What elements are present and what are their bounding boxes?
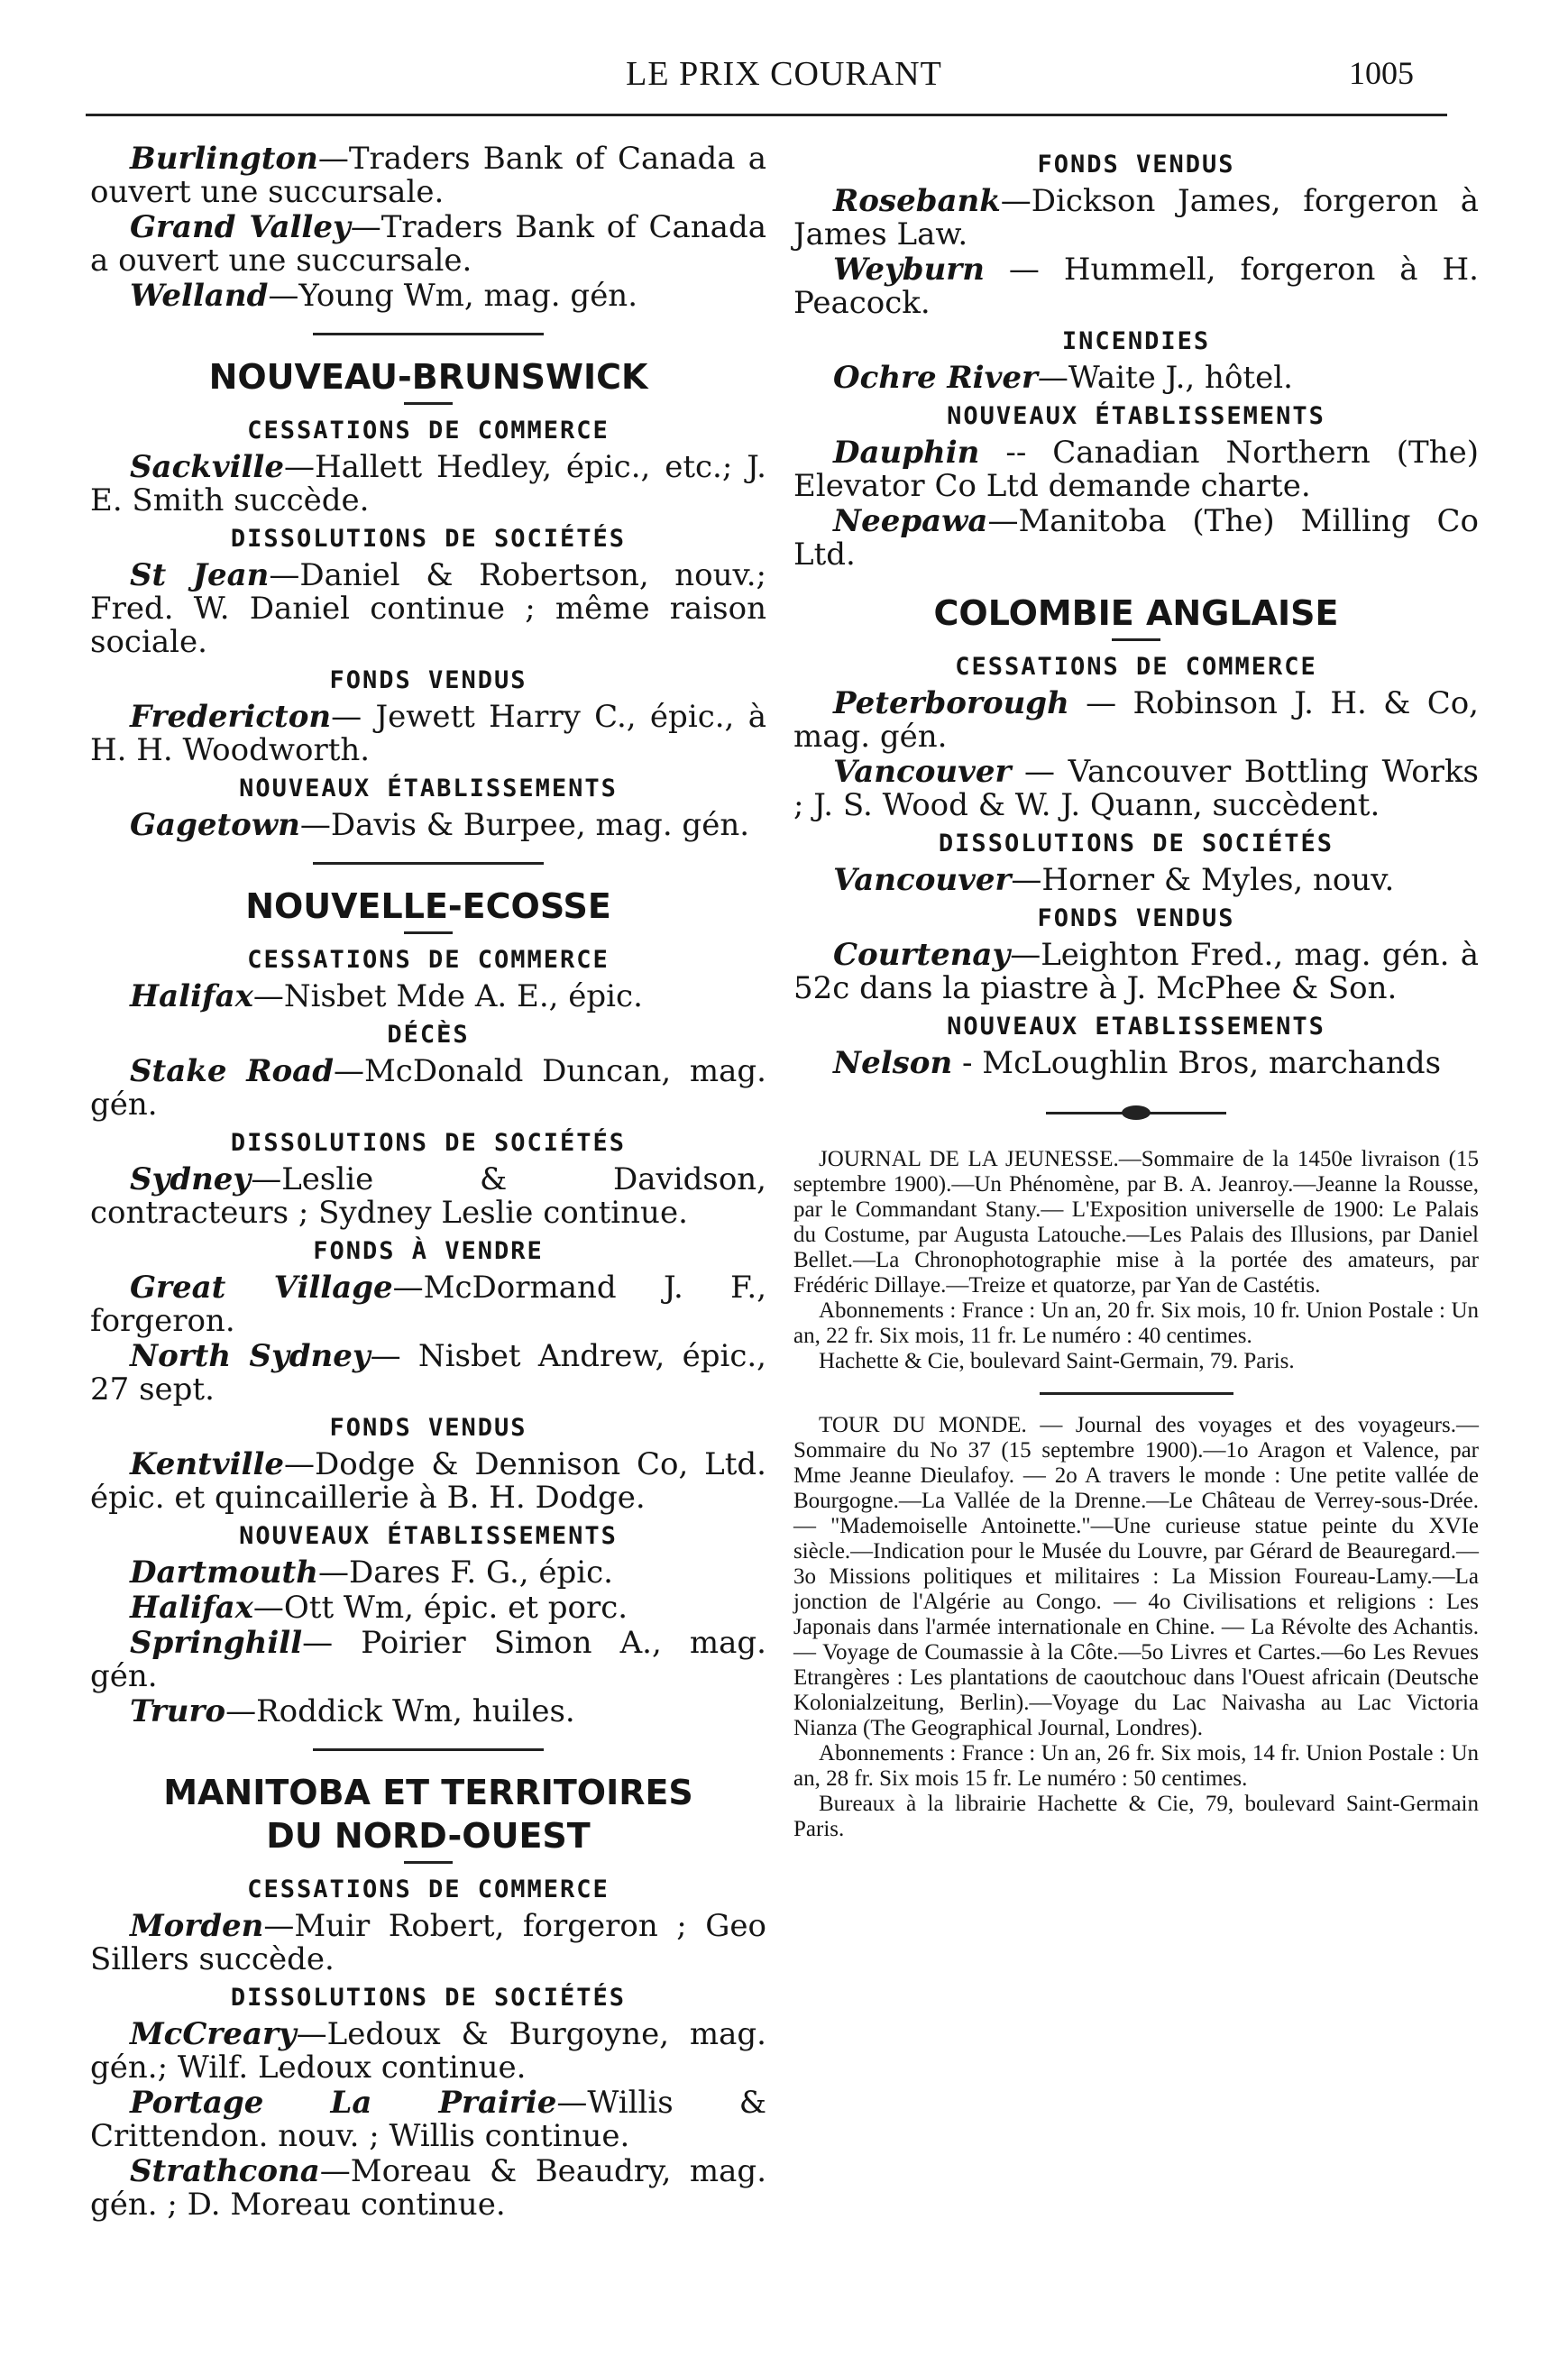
list-item: Springhill— Poirier Simon A., mag. gén. xyxy=(90,1625,766,1694)
section-divider xyxy=(1040,1392,1233,1395)
list-item: Weyburn — Hummell, forgeron à H. Peacock. xyxy=(793,252,1479,321)
notice-paragraph: Bureaux à la librairie Hachette & Cie, 79, boulevard Saint-Germain Paris. xyxy=(793,1792,1479,1841)
notice-paragraph: JOURNAL DE LA JEUNESSE.—Sommaire de la 1450e livraison (15 septembre 1900).—Un Phénomène, par B. A. Jeanroy.—Jeanne la Rousse, par le Commandant Stany.— L'Exposition universelle de 1900: Le Palais du Costume, par Augusta Latouche.—Les Palais des Illusions, par Daniel Bellet.—La Chronophotographie mise à la portée des amateurs, par Frédéric Dillaye.—Treize et quatorze, par Yan de Castétis. xyxy=(793,1147,1479,1298)
list-item: Neepawa—Manitoba (The) Milling Co Ltd. xyxy=(793,503,1479,573)
list-item: Sackville—Hallett Hedley, épic., etc.; J. E. Smith succède. xyxy=(90,449,766,518)
category-heading: CESSATIONS DE COMMERCE xyxy=(247,417,610,445)
category-heading: NOUVEAUX ETABLISSEMENTS xyxy=(947,1013,1325,1041)
list-item: Truro—Roddick Wm, huiles. xyxy=(130,1693,575,1729)
category-heading: DISSOLUTIONS DE SOCIÉTÉS xyxy=(938,830,1334,858)
list-item: North Sydney— Nisbet Andrew, épic., 27 sept. xyxy=(90,1338,766,1408)
list-item: Ochre River—Waite J., hôtel. xyxy=(833,360,1293,396)
category-heading: DISSOLUTIONS DE SOCIÉTÉS xyxy=(230,1129,627,1157)
section-divider xyxy=(313,333,544,335)
list-item: Dauphin -- Canadian Northern (The) Elevator Co Ltd demande charte. xyxy=(793,435,1479,504)
category-heading: FONDS VENDUS xyxy=(329,1414,527,1442)
section-colombie-anglaise xyxy=(793,592,1479,1080)
journal-title: LE PRIX COURANT xyxy=(626,55,942,93)
heading-rule xyxy=(1112,638,1160,641)
section-heading: MANITOBA ET TERRITOIRES DU NORD-OUEST xyxy=(163,1773,693,1856)
list-item: Vancouver — Vancouver Bottling Works ; J. S. Wood & W. J. Quann, succèdent. xyxy=(793,754,1479,823)
section-nouvelle-ecosse xyxy=(90,885,766,1729)
notice-paragraph: Abonnements : France : Un an, 26 fr. Six mois, 14 fr. Union Postale : Un an, 28 fr. Six mois 15 fr. Le numéro : 50 centimes. xyxy=(793,1741,1479,1791)
category-heading: DISSOLUTIONS DE SOCIÉTÉS xyxy=(230,525,627,553)
heading-rule xyxy=(404,931,453,934)
list-item: Halifax—Nisbet Mde A. E., épic. xyxy=(130,978,643,1014)
list-item: Welland—Young Wm, mag. gén. xyxy=(130,278,638,314)
list-item: Portage La Prairie—Willis & Crittendon. nouv. ; Willis continue. xyxy=(90,2085,766,2154)
category-heading: NOUVEAUX ÉTABLISSEMENTS xyxy=(239,1522,618,1550)
category-heading: CESSATIONS DE COMMERCE xyxy=(247,1876,610,1903)
section-divider xyxy=(313,1748,544,1751)
intro-list xyxy=(90,142,766,313)
list-item: Dartmouth—Dares F. G., épic. xyxy=(130,1555,613,1591)
category-heading: FONDS VENDUS xyxy=(1037,904,1235,932)
list-item: Courtenay—Leighton Fred., mag. gén. à 52c dans la piastre à J. McPhee & Son. xyxy=(793,937,1479,1006)
category-heading: CESSATIONS DE COMMERCE xyxy=(247,946,610,974)
list-item: Halifax—Ott Wm, épic. et porc. xyxy=(130,1590,628,1626)
list-item: Stake Road—McDonald Duncan, mag. gén. xyxy=(90,1053,766,1123)
list-item: Great Village—McDormand J. F., forgeron. xyxy=(90,1270,766,1339)
list-item: Gagetown—Davis & Burpee, mag. gén. xyxy=(130,807,750,843)
category-heading: NOUVEAUX ÉTABLISSEMENTS xyxy=(239,775,618,802)
list-item: Strathcona—Moreau & Beaudry, mag. gén. ; D. Moreau continue. xyxy=(90,2153,766,2223)
category-heading: DÉCÈS xyxy=(387,1021,470,1049)
section-heading: NOUVELLE-ECOSSE xyxy=(245,886,611,926)
list-item: Nelson - McLoughlin Bros, marchands xyxy=(833,1045,1442,1081)
header-rule xyxy=(86,114,1447,116)
list-item: Rosebank—Dickson James, forgeron à James Law. xyxy=(793,183,1479,252)
category-heading: DISSOLUTIONS DE SOCIÉTÉS xyxy=(230,1984,627,2012)
section-heading: COLOMBIE ANGLAISE xyxy=(933,593,1339,633)
notice-journal-jeunesse xyxy=(793,1147,1479,1374)
section-manitoba-continued xyxy=(793,150,1479,572)
list-item: Vancouver—Horner & Myles, nouv. xyxy=(833,862,1395,898)
heading-rule xyxy=(404,402,453,405)
notice-paragraph: TOUR DU MONDE. — Journal des voyages et des voyageurs.—Sommaire du No 37 (15 septembre 1900).—1o Aragon et Valence, par Mme Jeanne Dieulafoy. — 2o A travers le monde : Une petite vallée de Bourgogne.—La Vallée de la Drenne.—Le Château de Verrey-sous-Drée. — "Mademoiselle Antoinette."—Une curieuse statue peinte du XVIe siècle.—Indication pour le Musée du Louvre, par Gérard de Beauregard.—3o Missions politiques et militaires : La Mission Foureau-Lamy.—La jonction de l'Algérie au Congo. — 4o Civilisations et religions : Les Japonais dans l'armée internationale en Chine. — La Révolte des Achantis. — Voyage de Coumassie à la Côte.—5o Livres et Cartes.—6o Les Revues Etrangères : Les plantations de caoutchouc dans l'Ouest africain (Deutsche Kolonialzeitung, Berlin).—Voyage du Lac Naivasha au Lac Victoria Nianza (The Geographical Journal, Londres). xyxy=(793,1413,1479,1740)
section-divider xyxy=(313,862,544,865)
category-heading: NOUVEAUX ÉTABLISSEMENTS xyxy=(947,402,1325,430)
page-number: 1005 xyxy=(1349,55,1414,91)
notice-paragraph: Abonnements : France : Un an, 20 fr. Six mois, 10 fr. Union Postale : Un an, 22 fr. Six mois, 11 fr. Le numéro : 40 centimes. xyxy=(793,1298,1479,1348)
list-item: St Jean—Daniel & Robertson, nouv.; Fred. W. Daniel continue ; même raison sociale. xyxy=(90,557,766,660)
category-heading: INCENDIES xyxy=(1061,327,1211,355)
section-heading: NOUVEAU-BRUNSWICK xyxy=(208,357,648,397)
list-item: Sydney—Leslie & Davidson, contracteurs ; Sydney Leslie continue. xyxy=(90,1161,766,1231)
list-item: Grand Valley—Traders Bank of Canada a ouvert une succursale. xyxy=(90,209,766,279)
list-item: Peterborough — Robinson J. H. & Co, mag. gén. xyxy=(793,685,1479,755)
category-heading: CESSATIONS DE COMMERCE xyxy=(955,653,1317,681)
notice-tour-du-monde xyxy=(793,1413,1479,1842)
category-heading: FONDS VENDUS xyxy=(1037,151,1235,179)
category-heading: FONDS À VENDRE xyxy=(313,1237,544,1265)
page-header xyxy=(0,54,1568,108)
notice-paragraph: Hachette & Cie, boulevard Saint-Germain, 79. Paris. xyxy=(819,1349,1295,1373)
section-manitoba xyxy=(90,1771,766,2222)
left-column xyxy=(90,142,766,2224)
category-heading: FONDS VENDUS xyxy=(329,666,527,694)
list-item: Fredericton— Jewett Harry C., épic., à H. H. Woodworth. xyxy=(90,699,766,768)
list-item: McCreary—Ledoux & Burgoyne, mag. gén.; Wilf. Ledoux continue. xyxy=(90,2016,766,2086)
list-item: Kentville—Dodge & Dennison Co, Ltd. épic. et quincaillerie à B. H. Dodge. xyxy=(90,1446,766,1516)
list-item: Morden—Muir Robert, forgeron ; Geo Sillers succède. xyxy=(90,1908,766,1977)
list-item: Burlington—Traders Bank of Canada a ouvert une succursale. xyxy=(90,141,766,210)
heading-rule xyxy=(404,1861,453,1864)
section-nouveau-brunswick xyxy=(90,355,766,842)
right-column xyxy=(793,142,1479,1842)
ornament-divider xyxy=(1046,1102,1226,1123)
